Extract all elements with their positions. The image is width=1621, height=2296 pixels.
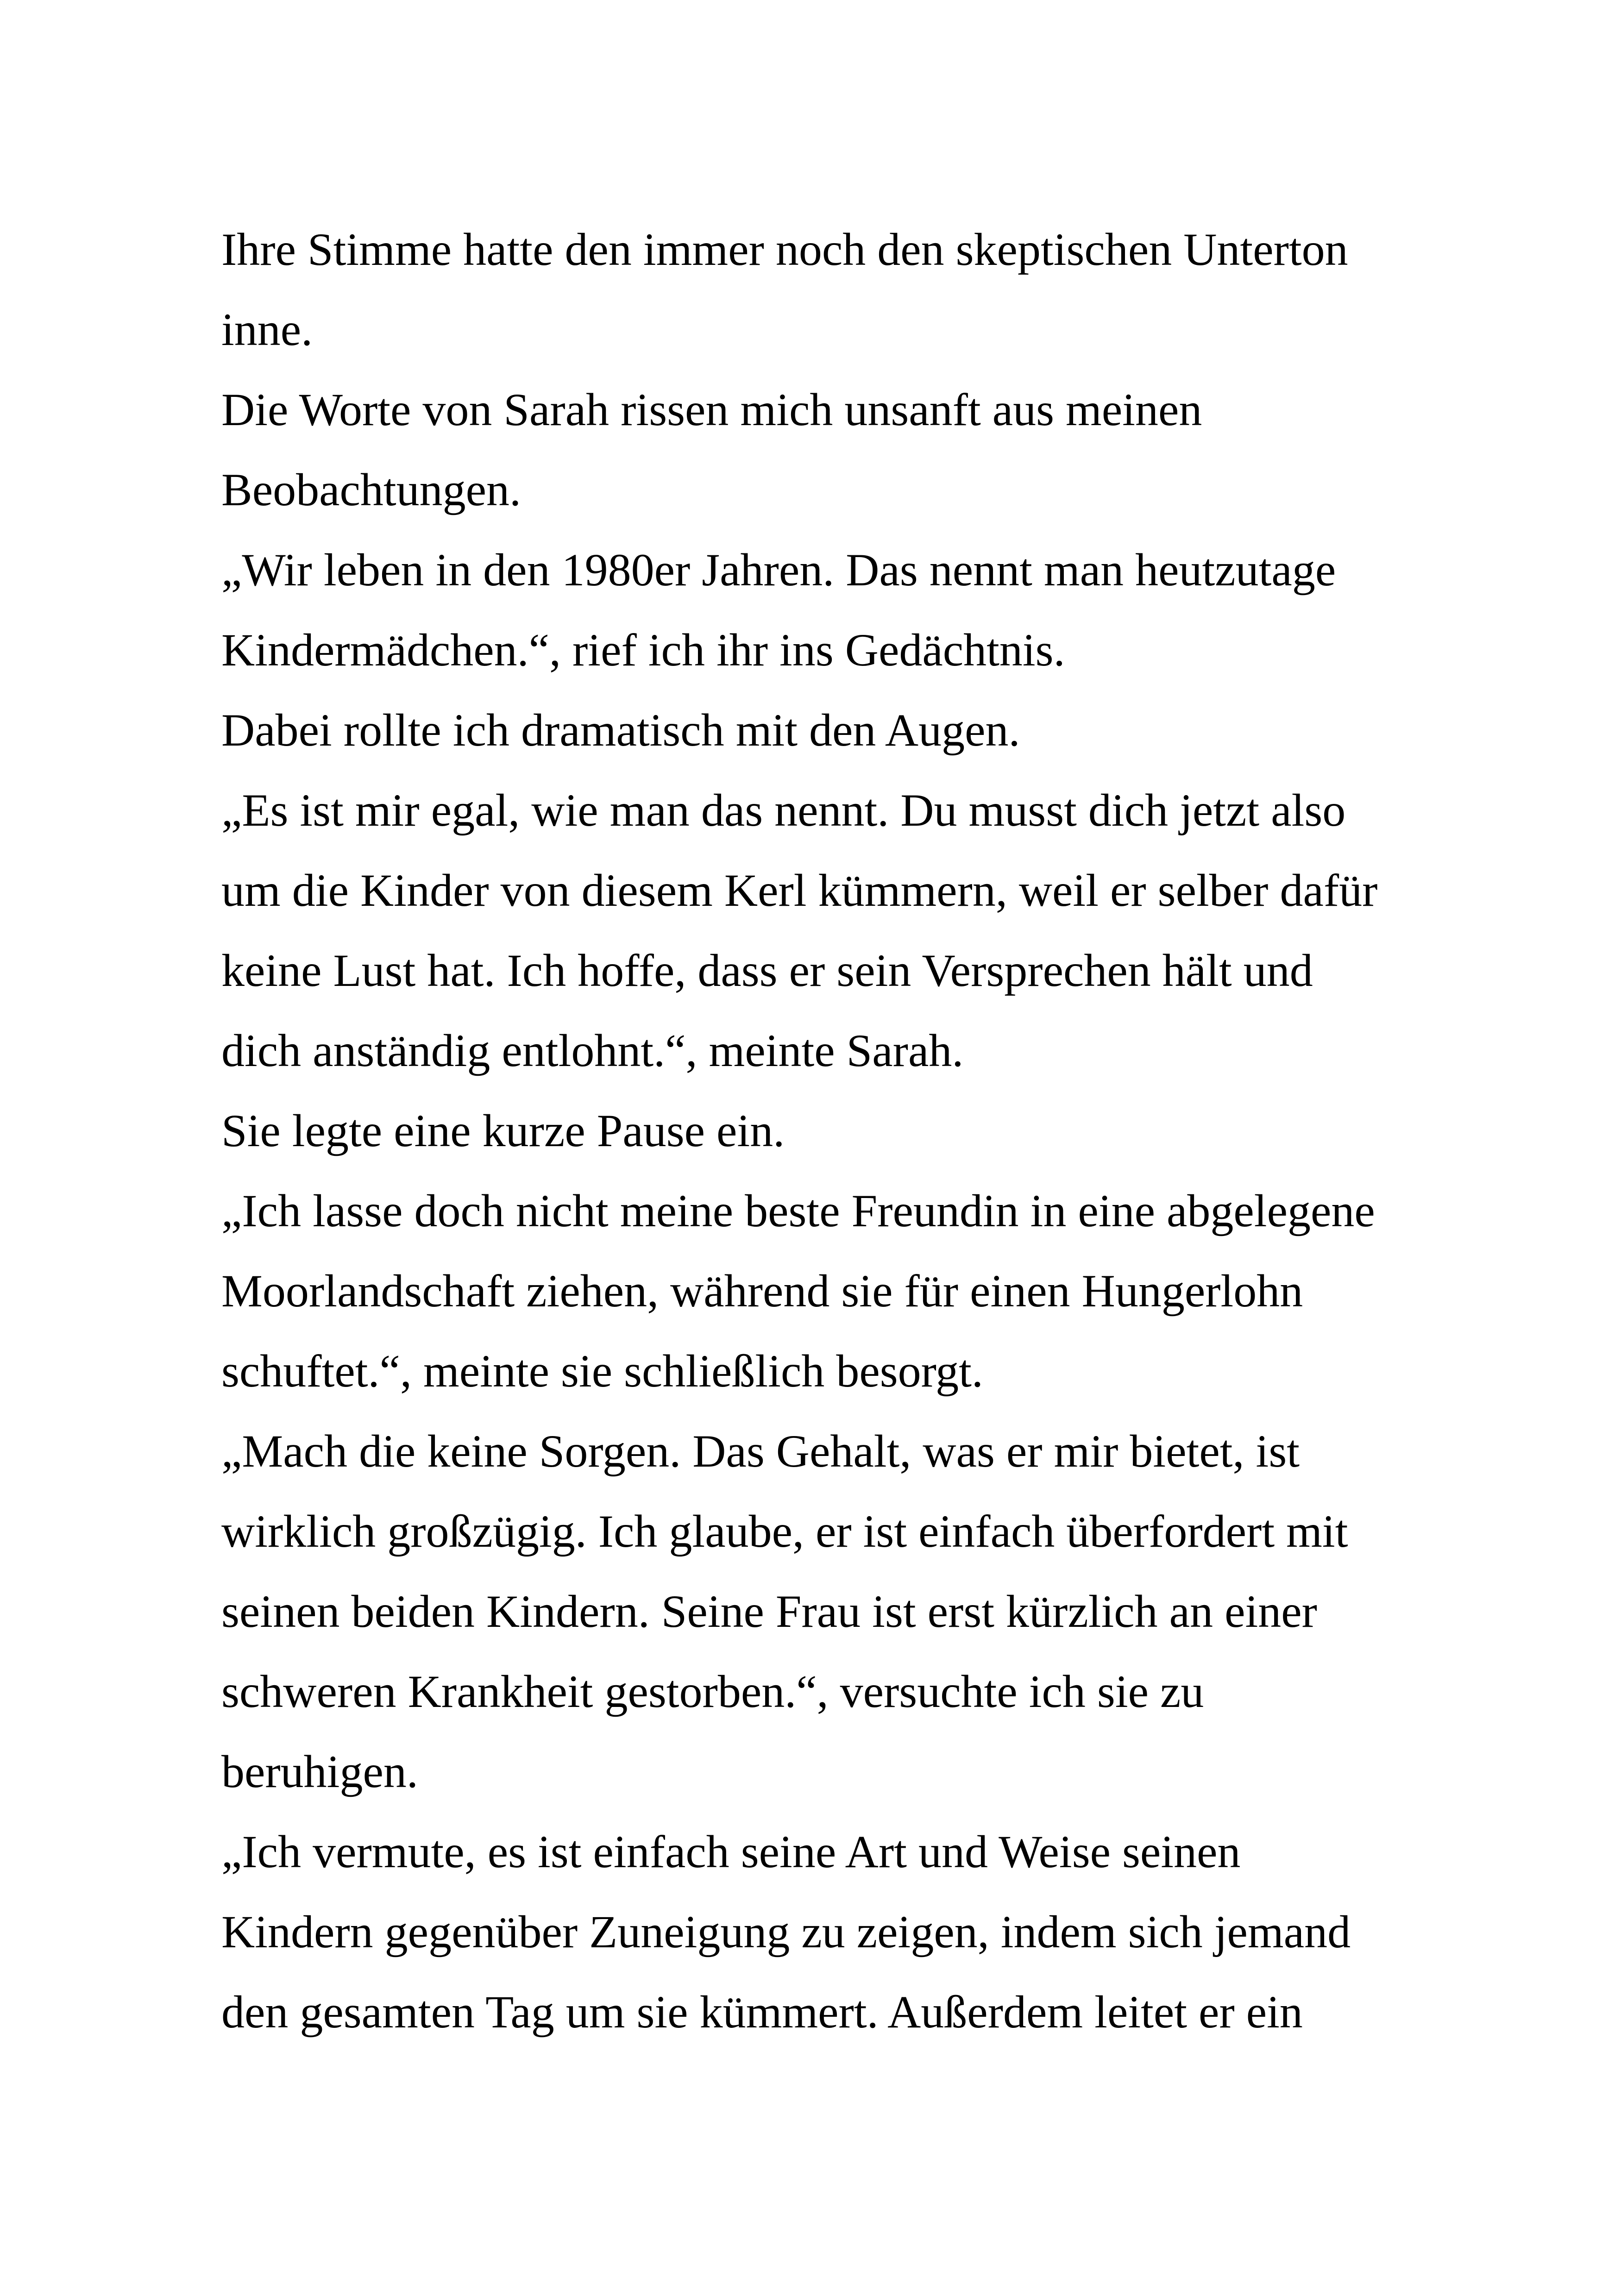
text-line: seinen beiden Kindern. Seine Frau ist erst kürzlich an einer	[221, 1586, 1317, 1637]
text-line: „Es ist mir egal, wie man das nennt. Du musst dich jetzt also	[221, 784, 1346, 836]
text-line: „Wir leben in den 1980er Jahren. Das nennt man heutzutage	[221, 544, 1336, 596]
body-text	[221, 209, 1416, 2052]
text-line: Moorlandschaft ziehen, während sie für einen Hungerlohn	[221, 1265, 1303, 1317]
text-line: „Ich vermute, es ist einfach seine Art und Weise seinen	[221, 1826, 1241, 1877]
text-line: schweren Krankheit gestorben.“, versuchte ich sie zu	[221, 1666, 1204, 1717]
text-line: Beobachtungen.	[221, 464, 521, 515]
text-line: schuftet.“, meinte sie schließlich besorgt.	[221, 1345, 983, 1397]
text-line: wirklich großzügig. Ich glaube, er ist einfach überfordert mit	[221, 1506, 1348, 1557]
text-line: den gesamten Tag um sie kümmert. Außerdem leitet er ein	[221, 1986, 1303, 2038]
text-line: inne.	[221, 304, 313, 355]
text-line: um die Kinder von diesem Kerl kümmern, weil er selber dafür	[221, 865, 1378, 916]
text-line: Kindern gegenüber Zuneigung zu zeigen, indem sich jemand	[221, 1906, 1351, 1957]
text-line: keine Lust hat. Ich hoffe, dass er sein Versprechen hält und	[221, 945, 1313, 996]
text-line: Sie legte eine kurze Pause ein.	[221, 1105, 785, 1156]
text-line: Ihre Stimme hatte den immer noch den skeptischen Unterton	[221, 224, 1348, 275]
text-line: Dabei rollte ich dramatisch mit den Augen.	[221, 704, 1020, 756]
text-line: Kindermädchen.“, rief ich ihr ins Gedächtnis.	[221, 624, 1065, 676]
text-line: „Ich lasse doch nicht meine beste Freundin in eine abgelegene	[221, 1185, 1375, 1236]
text-line: beruhigen.	[221, 1746, 418, 1797]
text-line: Die Worte von Sarah rissen mich unsanft aus meinen	[221, 384, 1202, 435]
text-line: dich anständig entlohnt.“, meinte Sarah.	[221, 1025, 964, 1076]
text-line: „Mach die keine Sorgen. Das Gehalt, was er mir bietet, ist	[221, 1425, 1300, 1477]
